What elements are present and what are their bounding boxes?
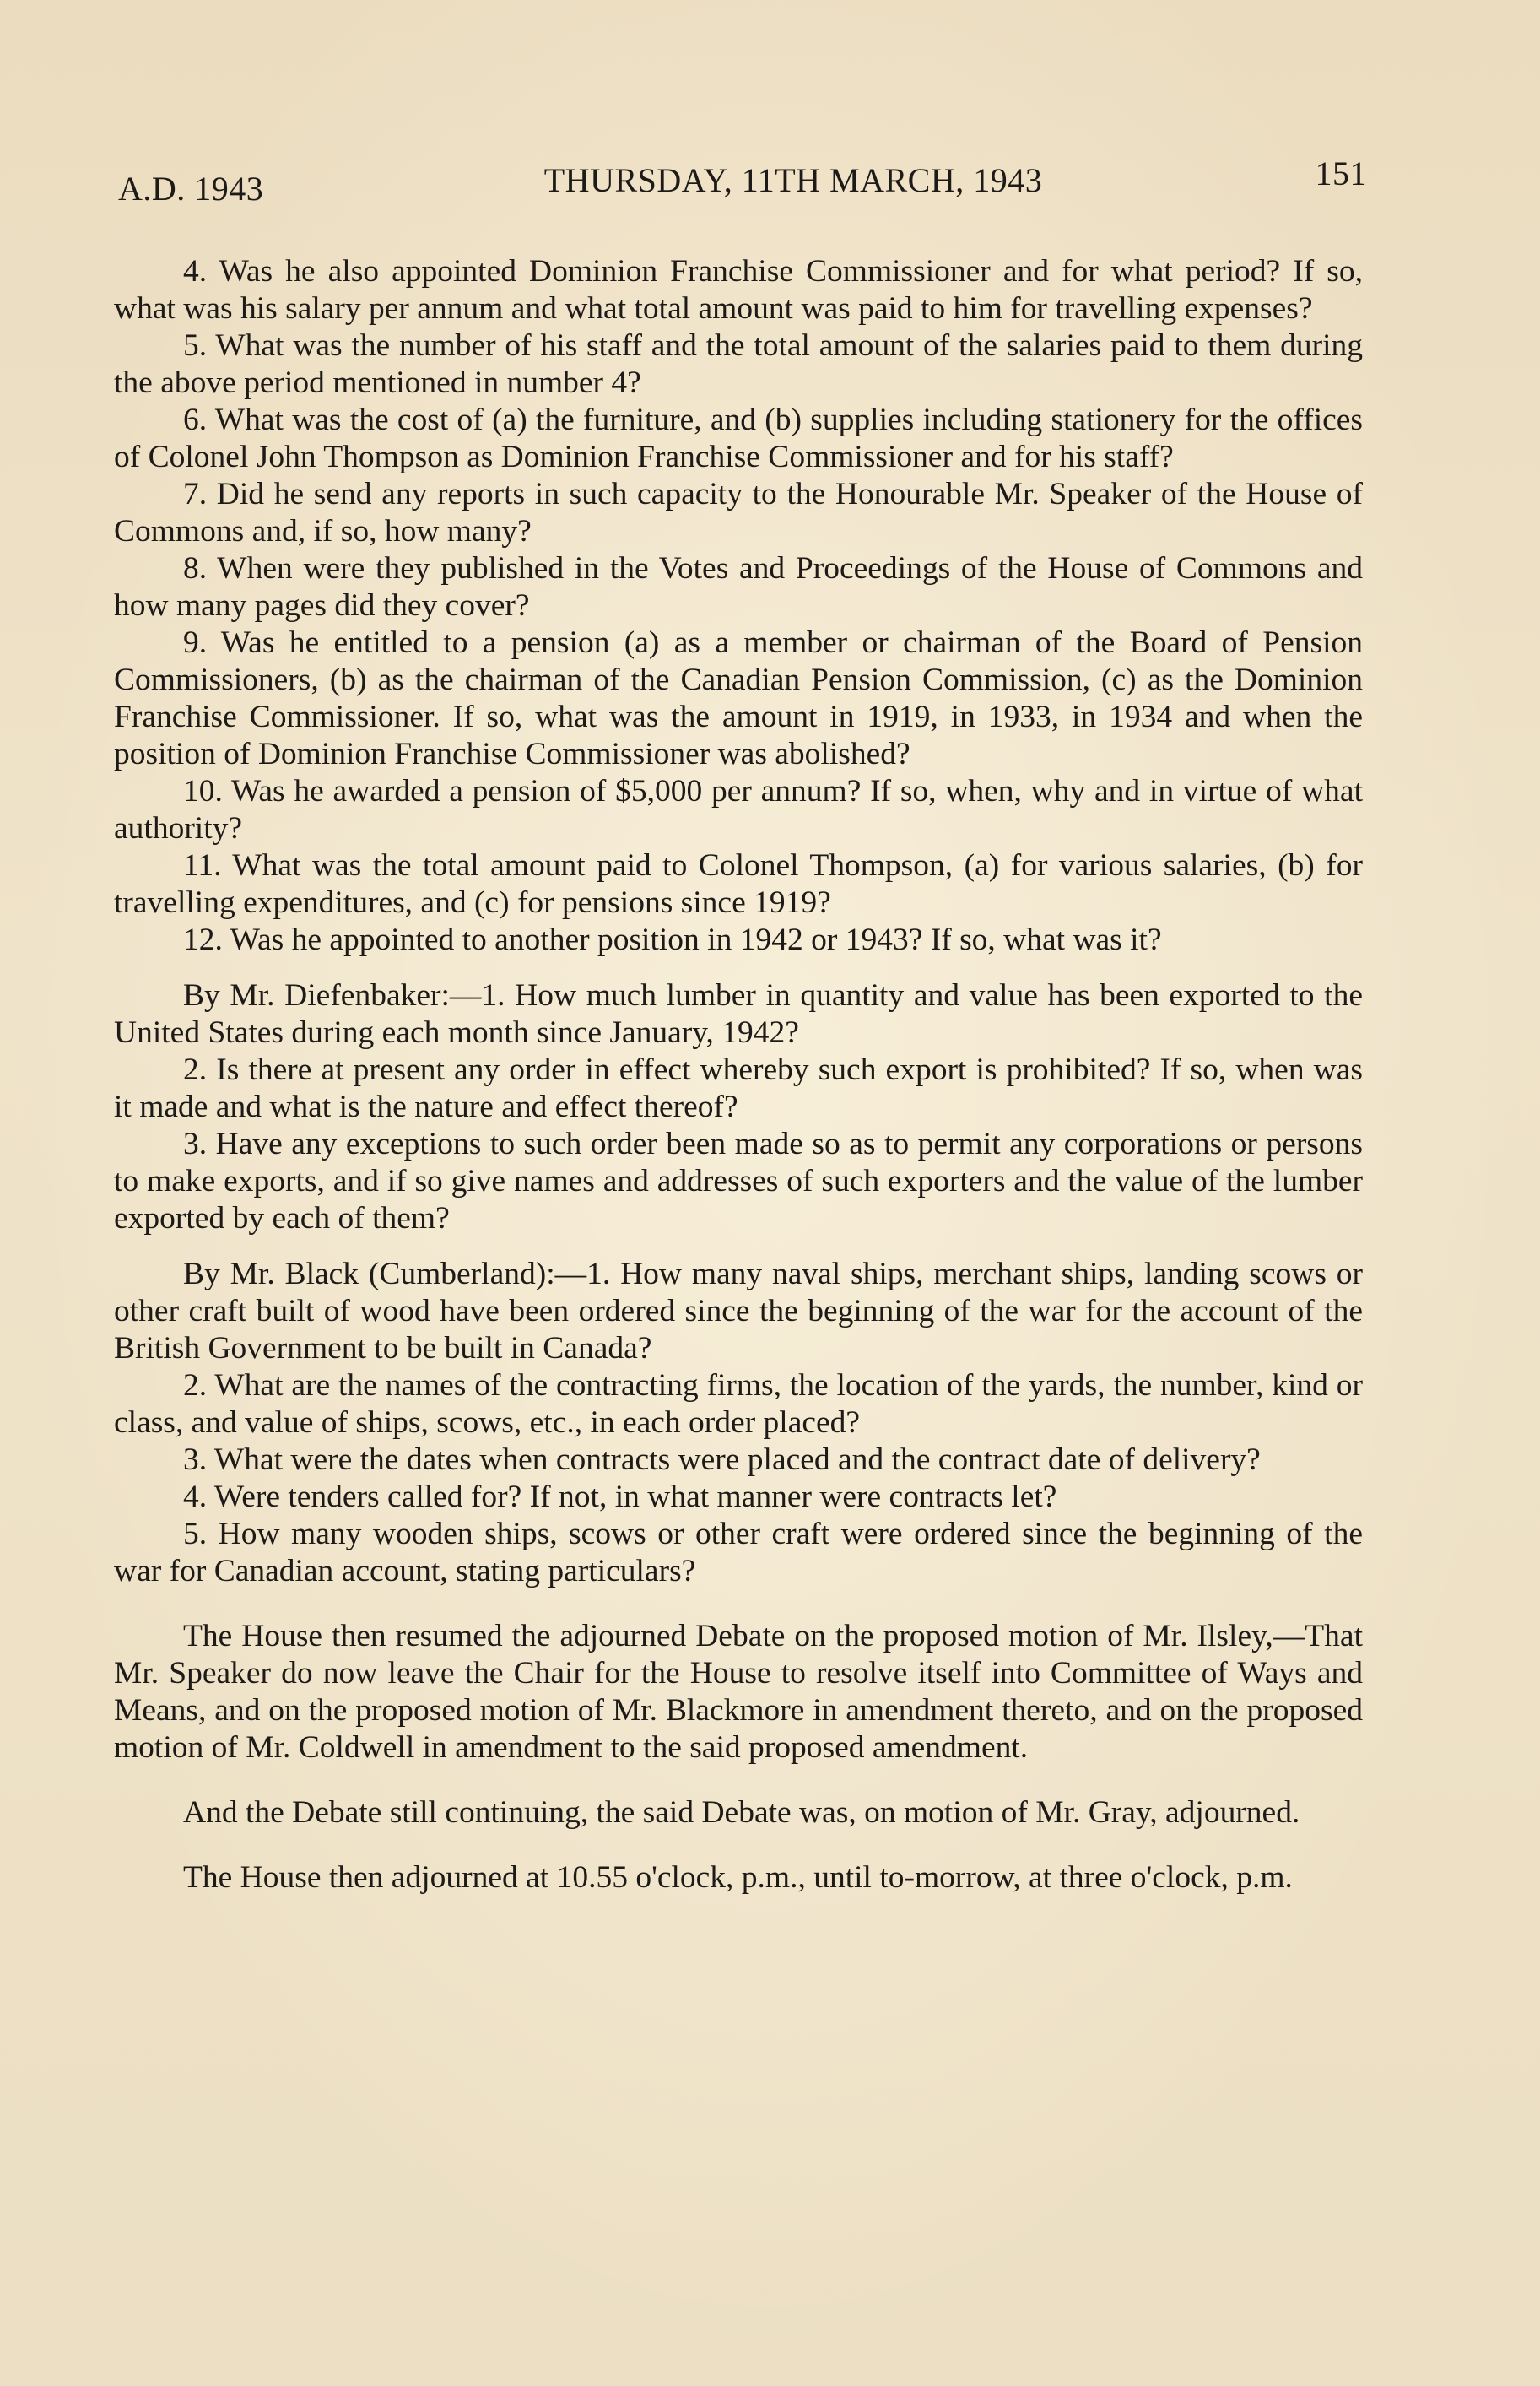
question-10: 10. Was he awarded a pension of $5,000 per annum? If so, when, why and in virtue of what authority? [114,774,1363,846]
question-5: 5. What was the number of his staff and the total amount of the salaries paid to them during the above period mentioned in number 4? [114,328,1363,400]
diefenbaker-question-3: 3. Have any exceptions to such order been made so as to permit any corporations or persons to make exports, and if so give names and addresses of such exporters and the value of the lumber exported by each of them? [114,1127,1363,1236]
question-6: 6. What was the cost of (a) the furniture, and (b) supplies including stationery for the offices of Colonel John Thompson as Dominion Franchise Commissioner and for his staff? [114,403,1363,474]
house-adjourned-paragraph: The House then adjourned at 10.55 o'clock, p.m., until to-morrow, at three o'clock, p.m. [183,1860,1293,1895]
black-question-1: By Mr. Black (Cumberland):—1. How many naval ships, merchant ships, landing scows or other craft built of wood have been ordered since the beginning of the war for the account of the British Government to be built in Canada? [114,1257,1363,1366]
question-12: 12. Was he appointed to another position in 1942 or 1943? If so, what was it? [183,922,1162,957]
diefenbaker-question-1: By Mr. Diefenbaker:—1. How much lumber in quantity and value has been exported to the United States during each month since January, 1942? [114,978,1363,1050]
debate-adjourned-paragraph: And the Debate still continuing, the said Debate was, on motion of Mr. Gray, adjourned. [183,1795,1300,1830]
question-9: 9. Was he entitled to a pension (a) as a member or chairman of the Board of Pension Commissioners, (b) as the chairman of the Canadian Pension Commission, (c) as the Dominion Franchise Commissioner. If so, what was the amount in 1919, in 1933, in 1934 and when the position of Dominion Franchise Commissioner was abolished? [114,625,1363,771]
black-question-3: 3. What were the dates when contracts were placed and the contract date of delivery? [183,1442,1261,1477]
header-year: A.D. 1943 [118,170,264,208]
question-7: 7. Did he send any reports in such capacity to the Honourable Mr. Speaker of the House of Commons and, if so, how many? [114,477,1363,549]
question-4: 4. Was he also appointed Dominion Franchise Commissioner and for what period? If so, what was his salary per annum and what total amount was paid to him for travelling expenses? [114,254,1363,326]
question-8: 8. When were they published in the Votes and Proceedings of the House of Commons and how many pages did they cover? [114,551,1363,623]
black-question-4: 4. Were tenders called for? If not, in what manner were contracts let? [183,1480,1057,1514]
debate-resumed-paragraph: The House then resumed the adjourned Debate on the proposed motion of Mr. Ilsley,—That Mr. Speaker do now leave the Chair for the House to resolve itself into Committee of Ways and Means, and on the proposed motion of Mr. Blackmore in amendment thereto, and on the proposed motion of Mr. Coldwell in amendment to the said proposed amendment. [114,1619,1363,1765]
page-number: 151 [1315,154,1367,192]
black-question-5: 5. How many wooden ships, scows or other craft were ordered since the beginning of the war for Canadian account, stating particulars? [114,1517,1363,1588]
page-body [114,253,1363,1896]
black-question-2: 2. What are the names of the contracting firms, the location of the yards, the number, kind or class, and value of ships, scows, etc., in each order placed? [114,1368,1363,1440]
diefenbaker-question-2: 2. Is there at present any order in effect whereby such export is prohibited? If so, when was it made and what is the nature and effect thereof? [114,1052,1363,1124]
header-date: THURSDAY, 11TH MARCH, 1943 [543,161,1043,199]
running-header [118,152,1367,211]
question-11: 11. What was the total amount paid to Colonel Thompson, (a) for various salaries, (b) for travelling expenditures, and (c) for pensions since 1919? [114,848,1363,920]
